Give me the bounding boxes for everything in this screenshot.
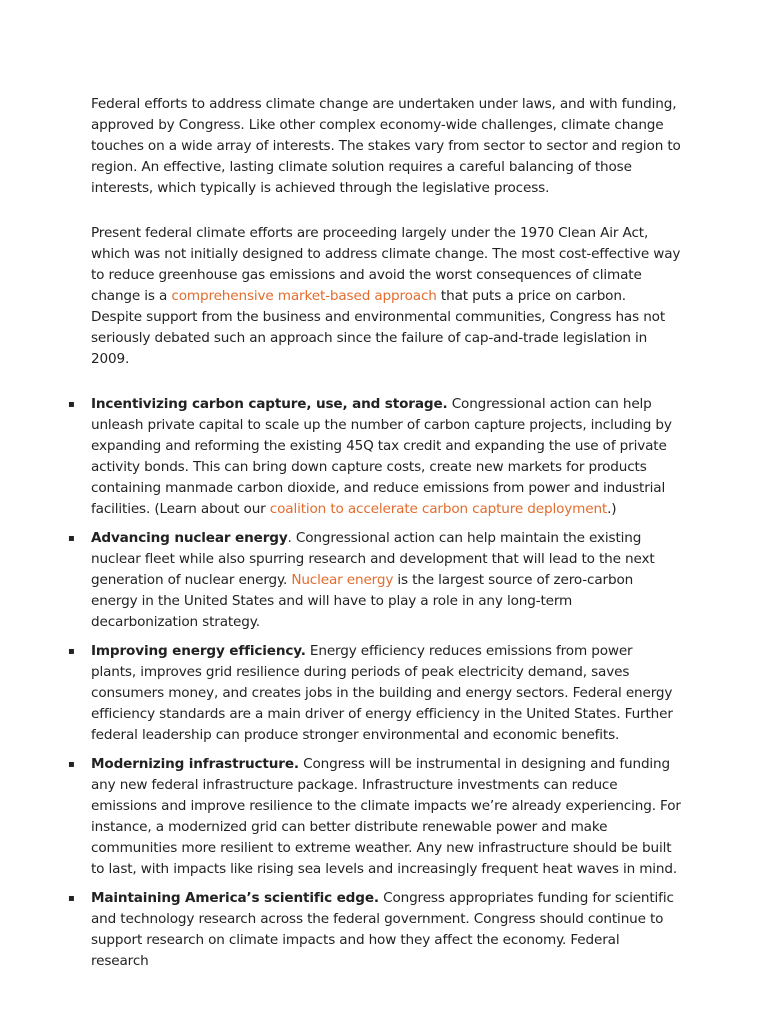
policy-bullet-list: [68, 394, 681, 972]
bullet-icon: ▪: [68, 759, 75, 770]
paragraph-intro: Federal efforts to address climate change are undertaken under laws, and with funding, approved by Congress. Like other complex economy-wide challenges, climate change touches on a wide array of interests. The stakes vary from sector to sector and region to region. An effective, lasting climate solution requires a careful balancing of those interests, which typically is achieved through the legislative process.: [91, 96, 681, 196]
link-market-based-approach[interactable]: comprehensive market-based approach: [171, 288, 437, 304]
bullet-lead: Advancing nuclear energy: [91, 530, 288, 546]
bullet-lead: Improving energy efficiency.: [91, 643, 306, 659]
link-carbon-capture-coalition[interactable]: coalition to accelerate carbon capture deployment: [269, 501, 608, 517]
bullet-lead: Modernizing infrastructure.: [91, 756, 299, 772]
bullet-text: Congress will be instrumental in designing and funding any new federal infrastructure package. Infrastructure investments can reduce emissions and improve resilience to the climate impacts we’re already experiencing. For instance, a modernized grid can better distribute renewable power and make communities more resilient to extreme weather. Any new infrastructure should be built to last, with impacts like rising sea levels and increasingly frequent heat waves in mind.: [91, 756, 681, 877]
paragraph-clean-air-act: [91, 223, 681, 370]
list-item-nuclear-energy: [68, 528, 681, 633]
bullet-text: . Congressional action can help maintain the existing nuclear fleet while also spurring research and development that will lead to the next generation of nuclear energy.: [91, 530, 655, 588]
list-item-infrastructure: [68, 754, 681, 880]
bullet-icon: ▪: [68, 893, 75, 904]
bullet-text: Energy efficiency reduces emissions from power plants, improves grid resilience during periods of peak electricity demand, saves consumers money, and creates jobs in the building and energy sectors. Federal energy efficiency standards are a main driver of energy efficiency in the United States. Further federal leadership can produce stronger environmental and economic benefits.: [91, 643, 673, 743]
paragraph-text: Present federal climate efforts are proceeding largely under the 1970 Clean Air Act, which was not initially designed to address climate change. The most cost-effective way to reduce greenhouse gas emissions and avoid the worst consequences of climate change is a: [91, 225, 681, 304]
bullet-text: .): [607, 501, 617, 517]
list-item-scientific-edge: [68, 888, 681, 972]
bullet-icon: ▪: [68, 399, 75, 410]
list-item-carbon-capture: [68, 394, 681, 520]
bullet-text: Congressional action can help unleash private capital to scale up the number of carbon capture projects, including by expanding and reforming the existing 45Q tax credit and expanding the use of private activity bonds. This can bring down capture costs, create new markets for products containing manmade carbon dioxide, and reduce emissions from power and industrial facilities. (Learn about our: [91, 396, 672, 517]
paragraph-text: that puts a price on carbon. Despite support from the business and environmental communities, Congress has not seriously debated such an approach since the failure of cap-and-trade legislation in 2009.: [91, 288, 666, 367]
bullet-icon: ▪: [68, 646, 75, 657]
link-nuclear-energy[interactable]: Nuclear energy: [291, 572, 394, 588]
bullet-icon: ▪: [68, 533, 75, 544]
bullet-lead: Maintaining America’s scientific edge.: [91, 890, 379, 906]
bullet-lead: Incentivizing carbon capture, use, and storage.: [91, 396, 448, 412]
bullet-text: is the largest source of zero-carbon energy in the United States and will have to play a role in any long-term decarbonization strategy.: [91, 572, 634, 630]
list-item-energy-efficiency: [68, 641, 681, 746]
bullet-text: Congress appropriates funding for scientific and technology research across the federal government. Congress should continue to support research on climate impacts and how they affect the economy. Federal research: [91, 890, 674, 969]
document-body: [68, 94, 681, 980]
